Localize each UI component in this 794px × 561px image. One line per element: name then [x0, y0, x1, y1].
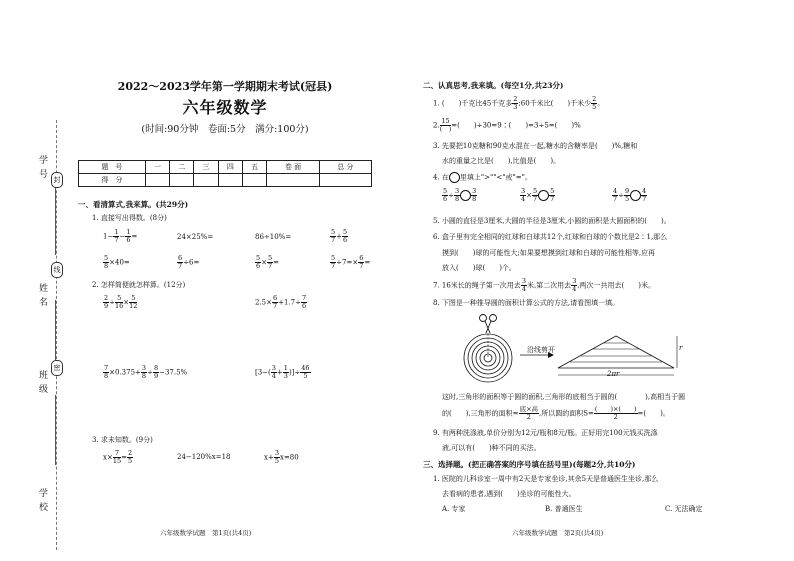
- simplify-item-1: $\frac{2}{9}$ ÷ $\frac{5}{16}$ × $\frac{5}{12}$: [104, 294, 138, 310]
- fill-q3-line1: 3. 先要把10克糖和90克水混在一起,糖水的含糖率是( )%,糖和: [433, 142, 638, 150]
- fill-q7: 7. 16米长的绳子第一次用去 $\frac{3}{4}$ 米,第二次用去 $\frac{3}{4}$ ,两次一共用去( )米。: [433, 277, 656, 293]
- footer-right: 六年级数学试题 第2页(共4页): [512, 529, 604, 537]
- section2-heading: 二、认真思考,我来填。(每空1分,共23分): [423, 81, 564, 90]
- calc-item-2: 24×25%=: [177, 233, 214, 241]
- cut-label: 沿线剪开: [527, 346, 555, 354]
- line-mark: 线: [51, 262, 63, 278]
- scissors-icon: [480, 315, 497, 334]
- class-label: 班 级: [37, 370, 47, 394]
- section3-heading: 三、选择题。(把正确答案的序号填在括号里)(每题2分,共10分): [423, 460, 636, 469]
- student-id-label: 学 号: [37, 155, 47, 179]
- circle-blank-icon[interactable]: [460, 190, 471, 201]
- fill-q8: 8. 下图是一种推导圆的面积计算公式的方法,请看图填一填。: [433, 299, 620, 307]
- q1-2-instruction: 2. 怎样简便就怎样算。(12分): [92, 281, 186, 289]
- name-label: 姓 名: [37, 283, 47, 307]
- fill-q8-line1: 这时,三角形的面积等于圆的面积,三角形的底相当于圆的( ),高相当于圆: [442, 393, 686, 401]
- score-header-cell: 四: [218, 161, 242, 174]
- fill-q2: 2. $\frac{15}{( )}$ =( )÷30=9∶( )=3÷5=( )%: [433, 117, 581, 133]
- equation-1: x× $\frac{7}{15}$ = $\frac{2}{5}$: [103, 449, 133, 465]
- class-blank: [55, 395, 56, 465]
- circle-blank-icon[interactable]: [630, 190, 641, 201]
- score-row-label: 得 分: [79, 174, 146, 187]
- fill-q8-line2: 的( ),三角形的面积= $\frac{\text{底×高}}{2}$ ,所以圆的面积S= $\frac{( )\times( )}{2}$ =( )。: [442, 405, 670, 421]
- score-cell[interactable]: [218, 174, 242, 187]
- score-cell[interactable]: [145, 174, 169, 187]
- score-header-cell: 三: [194, 161, 218, 174]
- name-blank: [55, 300, 56, 360]
- fill-q4: 4. 在 里填上">""<"或"="。: [433, 173, 532, 182]
- fill-q1: 1. ( )千克比45千克多 $\frac{2}{3}$ ;60千米比( )千米少 $\frac{2}{5}$ 。: [433, 95, 605, 111]
- calc-item-4: $\frac{5}{7}$ + $\frac{5}{6}$: [331, 228, 348, 244]
- choice-q1-line1: 1. 医院的儿科诊室一周中有2天是专家坐诊,其余5天是普通医生坐诊,那么: [433, 475, 659, 483]
- calc-item-5: $\frac{5}{8}$ ×40=: [104, 254, 130, 270]
- fill-q6-line1: 6. 盒子里有完全相同的红球和白球共12个,红球和白球的个数比是2∶1,那么: [433, 233, 668, 241]
- score-cell[interactable]: [194, 174, 218, 187]
- fill-q5: 5. 小圆的直径是3厘米,大圆的半径是3厘米,小圆的面积是大圆面积的( )。: [433, 217, 671, 225]
- subject-title: 六年级数学: [182, 98, 268, 117]
- fill-q6-line3: 放入( )球( )个。: [442, 264, 516, 272]
- simplify-item-2: 2.5× $\frac{6}{7}$ +1.7÷ $\frac{7}{6}$: [255, 294, 307, 310]
- fill-q9-line2: 液,可以有( )种不同的买法。: [442, 444, 541, 452]
- q1-1-instruction: 1. 直接写出得数。(8分): [92, 214, 167, 222]
- compare-2: $\frac{3}{4}$ × $\frac{5}{7}$ $\frac{5}{7}$: [521, 187, 555, 203]
- score-header-cell: 二: [170, 161, 194, 174]
- score-header-cell: 一: [145, 161, 169, 174]
- exam-title: 2022～2023学年第一学期期末考试(冠县): [117, 80, 333, 93]
- option-c[interactable]: C. 无法确定: [665, 505, 703, 513]
- score-cell[interactable]: [170, 174, 194, 187]
- equation-3: x+ $\frac{3}{5}$ x=80: [264, 449, 299, 465]
- score-header-cell: 卷 面: [267, 161, 319, 174]
- choice-q1-line2: 去看病的患者,遇到( )坐诊的可能性大。: [442, 490, 576, 498]
- compare-3: $\frac{4}{7}$ ÷ $\frac{9}{5}$ $\frac{4}{7}$: [613, 187, 647, 203]
- fill-q6-line2: 摸到( )球的可能性大;如果要想摸到红球和白球的可能性相等,应再: [442, 249, 656, 257]
- score-cell[interactable]: [319, 174, 371, 187]
- radius-label: r: [679, 344, 683, 352]
- circle-blank-icon: [449, 172, 460, 183]
- calc-item-6: $\frac{6}{7}$ ÷6=: [178, 254, 200, 270]
- option-b[interactable]: B. 普通医生: [545, 505, 583, 513]
- section1-heading: 一、看清算式,我来算。(共29分): [78, 200, 189, 209]
- equation-2: 24−120%x=18: [177, 453, 231, 461]
- fill-q3-line2: 水的重量之比是( ),比值是( )。: [442, 157, 561, 165]
- calc-item-8: $\frac{5}{7}$ ÷7=× $\frac{6}{7}$ =: [331, 254, 371, 270]
- score-table: [78, 160, 372, 187]
- option-a[interactable]: A. 专家: [442, 505, 466, 513]
- score-header-cell: 题 号: [79, 161, 146, 174]
- fill-q9-line1: 9. 有两种洗涤液,单价分别为12元/瓶和8元/瓶。正好用完100元钱买洗涤: [433, 429, 658, 437]
- simplify-item-4: [3−( $\frac{3}{4}$ + $\frac{1}{3}$ )]÷ $\frac{46}{5}$: [255, 364, 310, 380]
- seal-mark: 封: [51, 172, 63, 188]
- calc-item-7: $\frac{5}{6}$ × $\frac{5}{7}$ =: [256, 254, 280, 270]
- score-cell[interactable]: [243, 174, 267, 187]
- circle-area-diagram: [460, 310, 690, 392]
- student-id-blank: [55, 185, 56, 255]
- score-cell[interactable]: [267, 174, 319, 187]
- score-header-cell: 总 分: [319, 161, 371, 174]
- circle-blank-icon[interactable]: [538, 190, 549, 201]
- score-header-cell: 五: [243, 161, 267, 174]
- exam-time-info: (时间:90分钟 卷面:5分 满分:100分): [141, 124, 309, 135]
- q1-3-instruction: 3. 求未知数。(9分): [92, 436, 153, 444]
- base-label: 2πr: [607, 370, 620, 378]
- calc-item-1: 1− $\frac{1}{7}$ − $\frac{1}{6}$ =: [103, 228, 138, 244]
- compare-1: $\frac{5}{6}$ ÷ $\frac{3}{8}$ $\frac{3}{8}$: [443, 187, 477, 203]
- school-label: 学 校: [37, 488, 47, 512]
- footer-left: 六年级数学试题 第1页(共4页): [160, 529, 252, 537]
- mi-mark: 密: [51, 360, 63, 376]
- simplify-item-3: $\frac{7}{8}$ ×0.375+ $\frac{3}{8}$ ÷ $\frac{8}{9}$ −37.5%: [104, 364, 188, 380]
- calc-item-3: 86÷10%=: [255, 233, 292, 241]
